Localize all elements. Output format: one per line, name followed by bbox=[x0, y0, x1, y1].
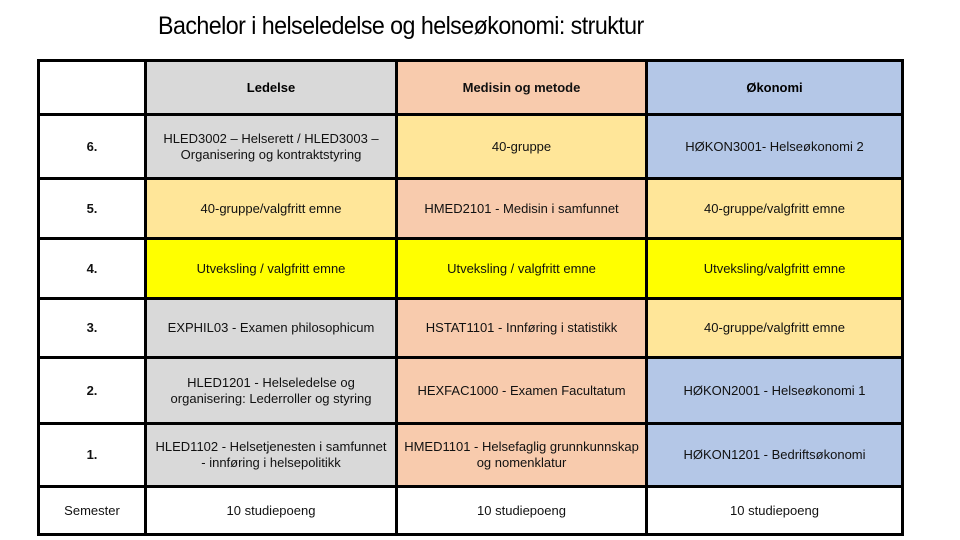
course-cell-medisin: 40-gruppe bbox=[397, 115, 647, 179]
course-cell-medisin: HSTAT1101 - Innføring i statistikk bbox=[397, 299, 647, 358]
course-cell-okonomi: HØKON3001- Helseøkonomi 2 bbox=[647, 115, 903, 179]
course-cell-ledelse: HLED3002 – Helserett / HLED3003 – Organisering og kontraktstyring bbox=[146, 115, 397, 179]
page-title: Bachelor i helseledelse og helseøkonomi: struktur bbox=[158, 12, 644, 40]
credits-ledelse: 10 studiepoeng bbox=[146, 487, 397, 535]
course-cell-okonomi: HØKON2001 - Helseøkonomi 1 bbox=[647, 358, 903, 424]
semester-label: 6. bbox=[39, 115, 146, 179]
header-ledelse: Ledelse bbox=[146, 61, 397, 115]
course-cell-okonomi: Utveksling/valgfritt emne bbox=[647, 239, 903, 299]
table-row bbox=[39, 299, 903, 358]
course-cell-medisin: HEXFAC1000 - Examen Facultatum bbox=[397, 358, 647, 424]
course-cell-ledelse: EXPHIL03 - Examen philosophicum bbox=[146, 299, 397, 358]
course-cell-medisin: Utveksling / valgfritt emne bbox=[397, 239, 647, 299]
table-row bbox=[39, 115, 903, 179]
course-cell-ledelse: 40-gruppe/valgfritt emne bbox=[146, 179, 397, 239]
semester-label: 5. bbox=[39, 179, 146, 239]
semester-column-label: Semester bbox=[39, 487, 146, 535]
header-row bbox=[39, 61, 903, 115]
course-cell-medisin: HMED2101 - Medisin i samfunnet bbox=[397, 179, 647, 239]
credits-okonomi: 10 studiepoeng bbox=[647, 487, 903, 535]
table-row bbox=[39, 239, 903, 299]
semester-label: 2. bbox=[39, 358, 146, 424]
program-structure-table bbox=[37, 59, 904, 536]
header-okonomi: Økonomi bbox=[647, 61, 903, 115]
course-cell-ledelse: HLED1102 - Helsetjenesten i samfunnet - innføring i helsepolitikk bbox=[146, 424, 397, 487]
course-cell-ledelse: Utveksling / valgfritt emne bbox=[146, 239, 397, 299]
table-row bbox=[39, 179, 903, 239]
table-row bbox=[39, 358, 903, 424]
course-cell-okonomi: 40-gruppe/valgfritt emne bbox=[647, 299, 903, 358]
course-cell-medisin: HMED1101 - Helsefaglig grunnkunnskap og nomenklatur bbox=[397, 424, 647, 487]
semester-label: 4. bbox=[39, 239, 146, 299]
course-cell-okonomi: HØKON1201 - Bedriftsøkonomi bbox=[647, 424, 903, 487]
course-cell-ledelse: HLED1201 - Helseledelse og organisering: Lederroller og styring bbox=[146, 358, 397, 424]
footer-row bbox=[39, 487, 903, 535]
header-empty-cell bbox=[39, 61, 146, 115]
semester-label: 1. bbox=[39, 424, 146, 487]
table-row bbox=[39, 424, 903, 487]
course-cell-okonomi: 40-gruppe/valgfritt emne bbox=[647, 179, 903, 239]
credits-medisin: 10 studiepoeng bbox=[397, 487, 647, 535]
semester-label: 3. bbox=[39, 299, 146, 358]
header-medisin-og-metode: Medisin og metode bbox=[397, 61, 647, 115]
